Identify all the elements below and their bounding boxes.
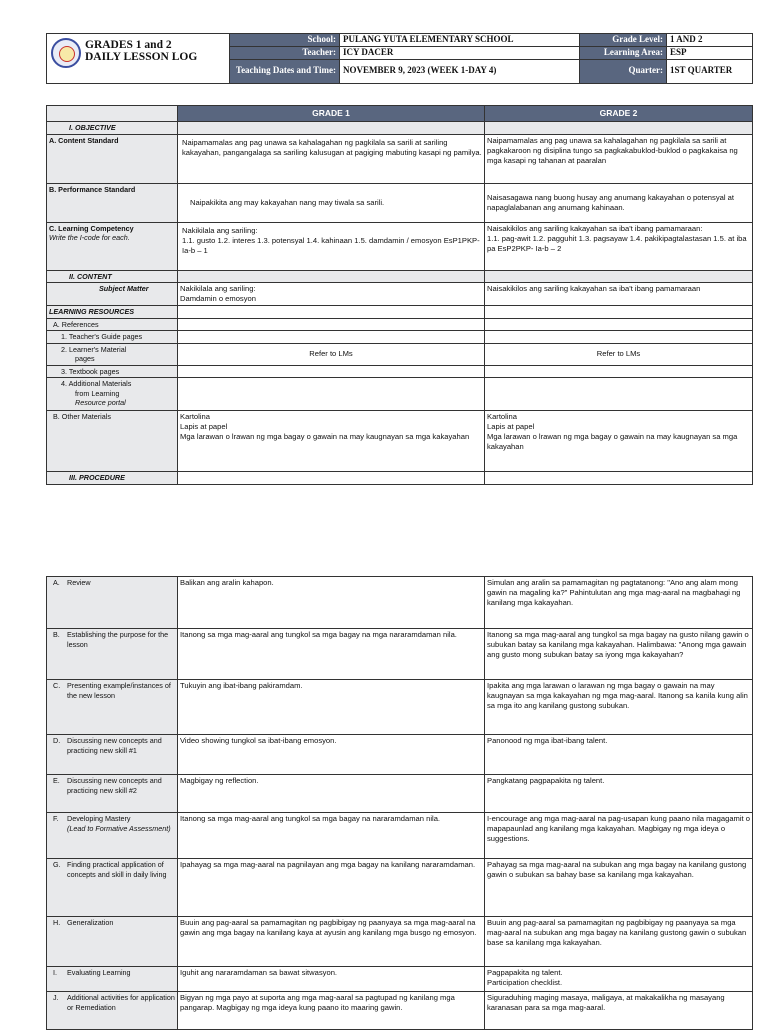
- content-standard-g2: Naipamamalas ang pag unawa sa kahalagahan ng pagkilala sa sarili at pagkakaroon ng disiplina tungo sa pagkakabuklod-buklod o pagkakaisa ng mga kasapi ng tahanan at paaralan: [485, 134, 753, 183]
- subject-matter-label: Subject Matter: [47, 283, 178, 306]
- grade2-column-header: GRADE 2: [485, 106, 753, 122]
- grade-level-value: 1 AND 2: [667, 34, 753, 47]
- deped-seal-icon: [51, 38, 81, 68]
- procedure-row-presenting: C. Presenting example/instances of the new lesson Tukuyin ang ibat-ibang pakiramdam. Ipakita ang mga larawan o larawan ng mga bagay o gawain na may kaugnayan sa mga kakayahan ng mga mag-aaral. Itanong sa kanila kung alin sa mga ito ang kanilang gustong subukan.: [47, 680, 753, 735]
- other-materials-g2: Kartolina Lapis at papel Mga larawan o lrawan ng mga bagay o gawain na may kaugnayan sa mga kakayahan: [485, 411, 753, 472]
- header-title-cell: [47, 34, 230, 84]
- dates-value: NOVEMBER 9, 2023 (WEEK 1-DAY 4): [340, 59, 580, 83]
- procedure-row-review: A. Review Balikan ang aralin kahapon. Simulan ang aralin sa pamamagitan ng pagtatanong: "Ano ang alam mong gawin na magaling ka?" Pahintulutan ang mga mag-aaral na magbahagi ng kanilang mga kakayahan.: [47, 577, 753, 629]
- performance-standard-g1: Naipakikita ang may kakayahan nang may tiwala sa sarili.: [178, 183, 485, 222]
- dates-label: Teaching Dates and Time:: [230, 59, 340, 83]
- other-materials-g1: Kartolina Lapis at papel Mga larawan o lrawan ng mga bagay o gawain na may kaugnayan sa mga kakayahan: [178, 411, 485, 472]
- quarter-value: 1ST QUARTER: [667, 59, 753, 83]
- learning-resources-heading: LEARNING RESOURCES: [47, 306, 178, 319]
- content-standard-g1: Naipamamalas ang pag unawa sa kahalagahan ng pagkilala sa sarili at sariling kakayahan, pangangalaga sa sariling kalusugan at pagiging mabuting kasapi ng pamilya.: [178, 134, 485, 183]
- procedure-row-discussing-2: E. Discussing new concepts and practicing new skill #2 Magbigay ng reflection. Pangkatang pagpapakita ng talent.: [47, 775, 753, 813]
- refer-lms-g2: Refer to LMs: [485, 343, 753, 365]
- procedure-row-mastery: F. Developing Mastery (Lead to Formative Assessment) Itanong sa mga mag-aaral ang tungkol sa mga bagay na nararamdaman nila. I-encourage ang mga mag-aaral na pag-usapan kung paano nila magagamit o mapapaunlad ang kanilang mga kakayahan. Magbigay ng mga ideya o suggestions.: [47, 813, 753, 859]
- learners-material-label: 2. Learner's Material pages: [47, 343, 178, 365]
- procedure-row-discussing-1: D. Discussing new concepts and practicing new skill #1 Video showing tungkol sa ibat-ibang emosyon. Panonood ng mga ibat-ibang talent.: [47, 735, 753, 775]
- textbook-pages-label: 3. Textbook pages: [47, 365, 178, 378]
- performance-standard-label: B. Performance Standard: [47, 183, 178, 222]
- content-g2: Naisakikilos ang sariling kakayahan sa iba't ibang pamamaraan: [485, 283, 753, 306]
- grade-level-label: Grade Level:: [580, 34, 667, 47]
- learning-competency-g2: Naisakikilos ang sariling kakayahan sa iba't ibang pamamaraan: 1.1. pag-awit 1.2. pagguhit 1.3. pagsayaw 1.4. pakikipagtalastasan 1.5. at iba pa EsP2PKP- Ia-b – 2: [485, 222, 753, 270]
- objective-heading: I. OBJECTIVE: [47, 122, 178, 135]
- school-label: School:: [230, 34, 340, 47]
- content-g1: Nakikilala ang sariling: Damdamin o emosyon: [178, 283, 485, 306]
- lesson-log-table-part1: [46, 105, 753, 485]
- lesson-log-header: [46, 33, 753, 84]
- procedure-row-purpose: B. Establishing the purpose for the lesson Itanong sa mga mag-aaral ang tungkol sa mga bagay na mga nararamdaman nila. Itanong sa mga mag-aaral ang tungkol sa mga bagay na gusto nilang gawin o subukan batay sa kanilang mga kakayahan. Halimbawa: "Anong mga gawain ang gusto mong subukan batay sa iyong mga kakayahan?: [47, 629, 753, 680]
- teacher-value: ICY DACER: [340, 46, 580, 59]
- school-value: PULANG YUTA ELEMENTARY SCHOOL: [340, 34, 580, 47]
- performance-standard-g2: Naisasagawa nang buong husay ang anumang kakayahan o potensyal at napaglalabanan ang anumang kahinaan.: [485, 183, 753, 222]
- grade1-column-header: GRADE 1: [178, 106, 485, 122]
- additional-materials-label: 4. Additional Materials from Learning Resource portal: [47, 378, 178, 411]
- refer-lms-g1: Refer to LMs: [178, 343, 485, 365]
- procedure-heading: III. PROCEDURE: [47, 472, 178, 485]
- references-label: A. References: [47, 318, 178, 331]
- procedure-row-evaluating: I. Evaluating Learning Iguhit ang nararamdaman sa bawat sitwasyon. Pagpapakita ng talent. Participation checklist.: [47, 967, 753, 992]
- page-title: GRADES 1 and 2 DAILY LESSON LOG: [85, 39, 198, 64]
- content-standard-label: A. Content Standard: [47, 134, 178, 183]
- quarter-label: Quarter:: [580, 59, 667, 83]
- content-heading: II. CONTENT: [47, 270, 178, 283]
- teachers-guide-label: 1. Teacher's Guide pages: [47, 331, 178, 344]
- learning-competency-g1: Nakikilala ang sariling: 1.1. gusto 1.2. interes 1.3. potensyal 1.4. kahinaan 1.5. damdamin / emosyon EsP1PKP- Ia-b – 1: [178, 222, 485, 270]
- learning-area-label: Learning Area:: [580, 46, 667, 59]
- procedure-row-generalization: H. Generalization Buuin ang pag-aaral sa pamamagitan ng pagbibigay ng paanyaya sa mga mag-aaral na gawin ang mga bagay na kanilang kaya at ayusin ang kanilang mga busgo ng emosyon. Buuin ang pag-aaral sa pamamagitan ng pagbibigay ng paanyaya sa mga mag-aaral na subukan ang mga bagay na kanilang gustong gawin o subukan base sa kanilang mga kakayahan.: [47, 917, 753, 967]
- other-materials-label: B. Other Materials: [47, 411, 178, 472]
- procedure-row-additional: J. Additional activities for application or Remediation Bigyan ng mga payo at suporta ang mga mag-aaral sa pagtupad ng kanilang mga pangarap. Magbigay ng mga ideya kung paano ito maaring gawin. Siguraduhing maging masaya, maligaya, at makakalikha ng masayang karanasan para sa mga mag-aaral.: [47, 992, 753, 1030]
- teacher-label: Teacher:: [230, 46, 340, 59]
- learning-area-value: ESP: [667, 46, 753, 59]
- procedure-row-application: G. Finding practical application of concepts and skill in daily living Ipahayag sa mga mag-aaral na pagnilayan ang mga bagay na kanilang nararamdaman. Pahayag sa mga mag-aaral na subukan ang mga bagay na kanilang gustong gawin o subukan sa bahay base sa kanilang mga kakayahan.: [47, 859, 753, 917]
- lesson-log-table-part2: [46, 576, 753, 1030]
- learning-competency-label: C. Learning Competency Write the I-code for each.: [47, 222, 178, 270]
